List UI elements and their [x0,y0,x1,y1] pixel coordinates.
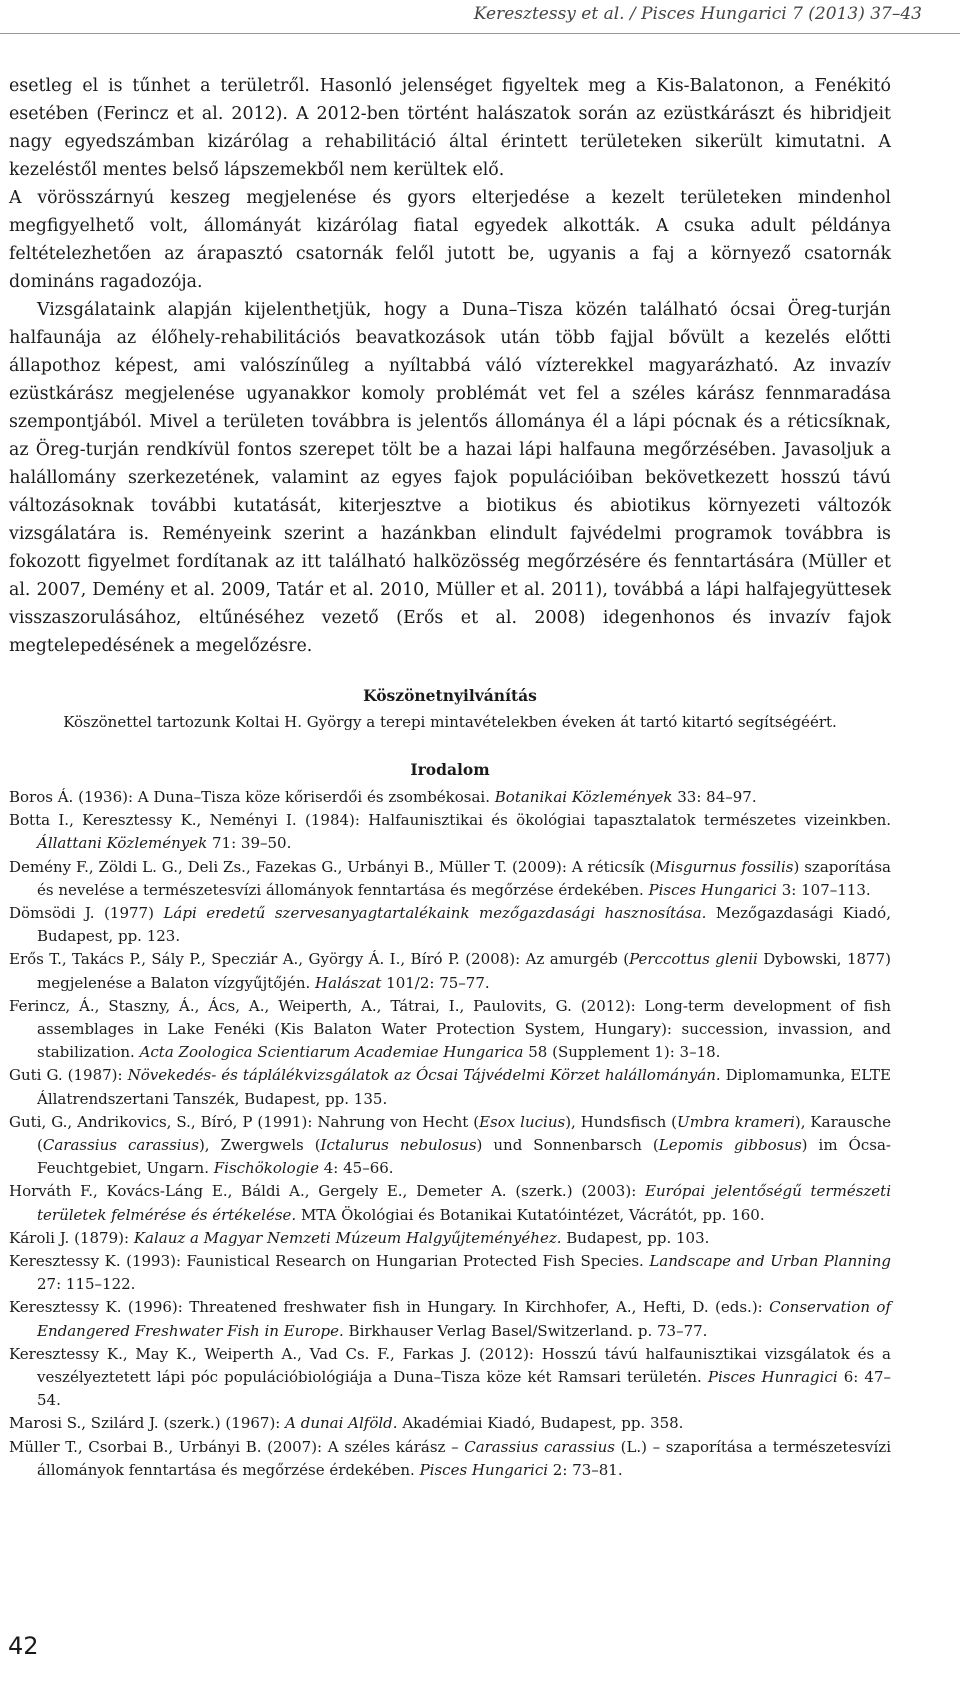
reference-italic-text: Landscape and Urban Planning [649,1252,892,1271]
reference-text: Károli J. (1879): [9,1228,134,1247]
reference-item [9,856,891,902]
reference-italic-text: Fischökologie [213,1159,319,1178]
reference-italic-text: Növekedés- és táplálékvizsgálatok az Ócsai Tájvédelmi Körzet halállományán. [127,1066,721,1085]
reference-text: Keresztessy K., May K., Weiperth A., Vad Cs. F., Farkas J. (2012): Hosszú távú halfaunisztikai vizsgálatok és a veszélyeztetett lápi póc populációbiológiája a Duna–Tisza köze két Ramsari területén. [9,1344,891,1387]
reference-text: Keresztessy K. (1996): Threatened freshwater fish in Hungary. In Kirchhofer, A., Hefti, D. (eds.): [9,1298,770,1317]
reference-text: Diplomamunka, ELTE Állatrendszertani Tanszék, Budapest, pp. 135. [37,1066,891,1108]
reference-text: Guti, G., Andrikovics, S., Bíró, P (1991): Nahrung von Hecht ( [9,1112,480,1131]
reference-text: 101/2: 75–77. [381,973,490,992]
reference-italic-text: Lepomis gibbosus [658,1136,802,1155]
reference-item [9,1064,891,1110]
reference-italic-text: Carassius carassius [42,1136,199,1155]
header-rule [0,33,960,34]
reference-text: ) szaporítása és nevelése a természetesvízi állományok fenntartása és megőrzése érdekében. [37,857,891,899]
reference-text: ), Hundsfisch ( [565,1112,678,1131]
reference-item [9,1111,891,1181]
reference-italic-text: Acta Zoologica Scientiarum Academiae Hungarica [139,1043,524,1062]
reference-italic-text: A dunai Alföld. [285,1414,398,1433]
reference-italic-text: Pisces Hungarici [419,1460,549,1479]
reference-item [9,1250,891,1296]
reference-italic-text: Kalauz a Magyar Nemzeti Múzeum Halgyűjteményéhez. [133,1228,562,1247]
reference-text: 71: 39–50. [207,834,292,853]
page-number: 42 [8,1632,39,1660]
reference-italic-text: Állattani Közlemények [37,834,208,853]
reference-text: 27: 115–122. [37,1275,136,1294]
reference-text: Dybowski, 1877) megjelenése a Balaton vízgyűjtőjén. [37,950,891,992]
reference-italic-text: Misgurnus fossilis [655,857,794,876]
reference-text: Dömsödi J. (1977) [9,904,164,923]
reference-italic-text: Botanikai Közlemények [494,788,673,806]
page-body [9,72,891,1482]
reference-italic-text: Pisces Hungarici [648,880,777,899]
reference-item [9,809,891,855]
reference-text: Botta I., Keresztessy K., Neményi I. (1984): Halfaunisztikai és ökológiai tapasztalatok természetes vizeinkben. [9,811,891,830]
reference-italic-text: Európai jelentőségű természeti területek felmérése és értékelése. [37,1182,891,1224]
reference-text: Guti G. (1987): [9,1066,128,1085]
reference-text: 2: 73–81. [548,1460,623,1479]
reference-text: Demény F., Zöldi L. G., Deli Zs., Fazekas G., Urbányi B., Müller T. (2009): A réticsík ( [9,857,656,876]
reference-item [9,995,891,1065]
acknowledgement-text: Köszönettel tartozunk Koltai H. György a terepi mintavételekben éveken át tartó kitartó segítségéért. [63,713,837,731]
reference-text: Marosi S., Szilárd J. (szerk.) (1967): [9,1414,286,1433]
reference-italic-text: Pisces Hunragici [707,1368,838,1387]
running-head: Keresztessy et al. / Pisces Hungarici 7 (2013) 37–43 [473,4,922,24]
reference-item [9,786,891,809]
reference-text: Boros Á. (1936): A Duna–Tisza köze kőriserdői és zsombékosai. [9,788,495,806]
reference-text: Müller T., Csorbai B., Urbányi B. (2007): A széles kárász – [9,1437,465,1456]
reference-item [9,1227,891,1250]
reference-text: Horváth F., Kovács-Láng E., Báldi A., Gergely E., Demeter A. (szerk.) (2003): [9,1182,646,1201]
acknowledgement-title: Köszönetnyilvánítás [363,686,537,705]
reference-item [9,1296,891,1342]
reference-text: 3: 107–113. [776,880,871,899]
reference-item [9,948,891,994]
body-paragraph: Vizsgálataink alapján kijelenthetjük, hogy a Duna–Tisza közén található ócsai Öreg-turján halfaunája az élőhely-rehabilitációs beavatkozások után több fajjal bővült a kezelés előtti állapothoz képest, ami valószínűleg a nyíltabbá váló vízterekkel magyarázható. Az invazív ezüstkárász megjelenése ugyanakkor komoly problémát vet fel a széles kárász fennmaradása szempontjából. Mivel a területen továbbra is jelentős állománya él a lápi pócnak és a réticsíknak, az Öreg-turján rendkívül fontos szerepet tölt be a hazai lápi halfauna megőrzésében. Javasoljuk a halállomány szerkezetének, valamint az egyes fajok populációiban bekövetkezett hosszú távú változásoknak további kutatását, kiterjesztve a biotikus és abiotikus környezeti változók vizsgálatára is. Reményeink szerint a hazánkban elindult fajvédelmi programok továbbra is fokozott figyelmet fordítanak az itt található halközösség megőrzésére és fenntartására (Müller et al. 2007, Demény et al. 2009, Tatár et al. 2010, Müller et al. 2011), továbbá a lápi halfajegyüttesek visszaszorulásához, eltűnéséhez vezető (Erős et al. 2008) idegenhonos és invazív fajok megtelepedésének a megelőzésre. [9,300,891,656]
reference-text: 4: 45–66. [318,1159,394,1178]
reference-italic-text: Conservation of Endangered Freshwater Fish in Europe. [37,1298,891,1340]
reference-italic-text: Lápi eredetű szervesanyagtartalékaink mezőgazdasági hasznosítása. [163,904,707,923]
reference-text: 58 (Supplement 1): 3–18. [523,1043,721,1062]
reference-italic-text: Carassius carassius [464,1437,615,1456]
reference-italic-text: Umbra krameri [677,1112,795,1131]
reference-text: ) im Ócsa-Feuchtgebiet, Ungarn. [37,1136,891,1178]
reference-item [9,902,891,948]
reference-text: ) und Sonnenbarsch ( [476,1136,659,1155]
body-paragraph: esetleg el is tűnhet a területről. Hasonló jelenséget figyeltek meg a Kis-Balatonon, a Fenékitó esetében (Ferincz et al. 2012). A 2012-ben történt halászatok során az ezüstkárászt és hibridjeit nagy egyedszámban kizárólag a rehabilitáció által érintett területeken sikerült kimutatni. A kezeléstől mentes belső lápszemekből nem kerültek elő. [9,76,891,180]
reference-text: Akadémiai Kiadó, Budapest, pp. 358. [397,1414,684,1433]
reference-italic-text: Esox lucius [479,1112,566,1131]
reference-italic-text: Halászat [315,973,382,992]
reference-text: ), Zwergwels ( [198,1136,321,1155]
reference-italic-text: Perccottus glenii [629,950,758,969]
reference-text: MTA Ökológiai és Botanikai Kutatóintézet, Vácrátót, pp. 160. [296,1205,765,1224]
reference-text: Ferincz, Á., Staszny, Á., Ács, A., Weiperth, A., Tátrai, I., Paulovits, G. (2012): Long-term development of fish assemblages in Lake Fenéki (Kis Balaton Water Protection System, Hungary): succession, invassion, and stabilization. [9,996,891,1062]
reference-text: ), Karausche ( [37,1112,891,1155]
reference-item [9,1180,891,1226]
reference-item [9,1436,891,1482]
reference-text: Erős T., Takács P., Sály P., Specziár A., György Á. I., Bíró P. (2008): Az amurgéb ( [9,950,630,969]
reference-list [9,786,891,1482]
reference-italic-text: Ictalurus nebulosus [320,1136,477,1155]
reference-text: Mezőgazdasági Kiadó, Budapest, pp. 123. [37,904,891,946]
reference-text: (L.) – szaporítása a természetesvízi állományok fenntartása és megőrzése érdekében. [37,1437,891,1479]
reference-text: Birkhauser Verlag Basel/Switzerland. p. 73–77. [343,1321,708,1340]
references-title: Irodalom [410,760,490,779]
reference-text: 33: 84–97. [672,788,757,806]
body-paragraph: A vörösszárnyú keszeg megjelenése és gyors elterjedése a kezelt területeken mindenhol megfigyelhető volt, állományát kizárólag fiatal egyedek alkották. A csuka adult példánya feltételezhetően az árapasztó csatornák felől jutott be, ugyanis a faj a környező csatornák domináns ragadozója. [9,188,891,292]
reference-item [9,1412,891,1435]
reference-text: 6: 47–54. [37,1368,891,1410]
reference-item [9,1343,891,1413]
reference-text: Budapest, pp. 103. [561,1228,710,1247]
reference-text: Keresztessy K. (1993): Faunistical Research on Hungarian Protected Fish Species. [9,1252,650,1271]
